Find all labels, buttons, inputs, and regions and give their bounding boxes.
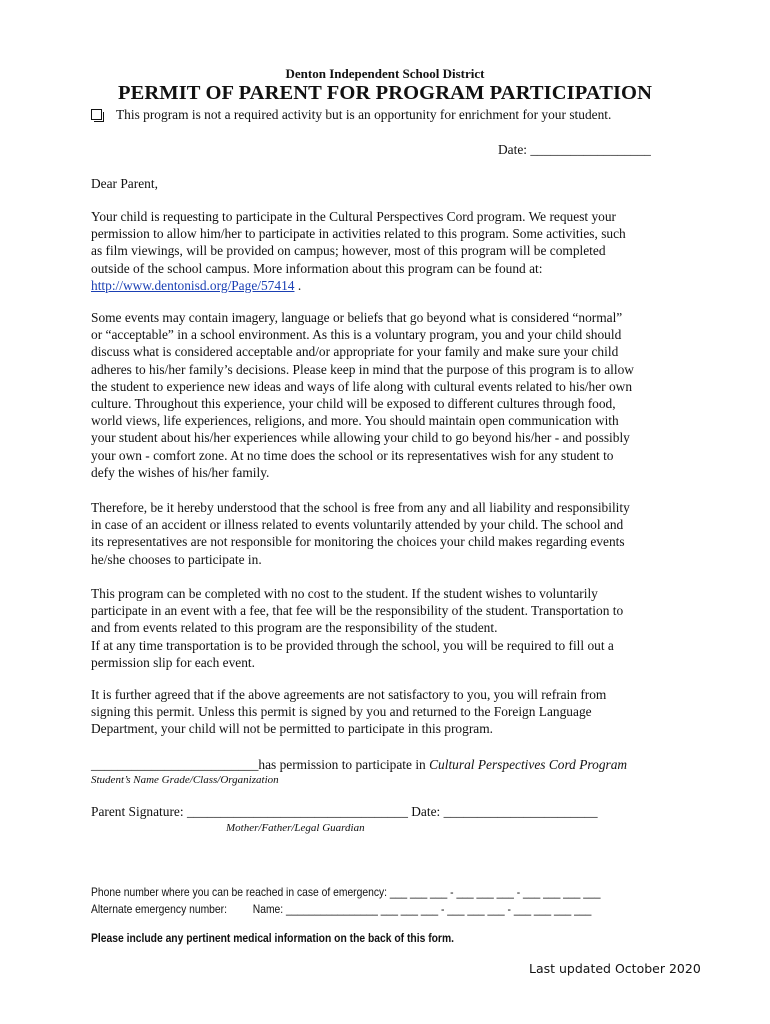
alternate-name-text: Name: ________________ ___ ___ ___ - ___ ___ ___ - ___ ___ ___ ___: [252, 902, 592, 916]
text-line: the student to experience new ideas and ways of life along with cultural events related to his/her own: [91, 378, 633, 394]
paragraph-cost: [91, 585, 681, 671]
last-updated: Last updated October 2020: [529, 961, 701, 976]
notice-line: [91, 107, 611, 123]
paragraph-liability: [91, 499, 681, 568]
alternate-label: Alternate emergency number:: [91, 902, 227, 916]
text-line: This program can be completed with no cost to the student. If the student wishes to voluntarily: [91, 586, 598, 601]
text-line: your own - comfort zone. At no time does the school or its representatives wish for any student to: [91, 447, 614, 463]
text-line: outside of the school campus. More information about this program can be found at:: [91, 260, 543, 276]
permission-line: [91, 757, 627, 773]
student-name-field[interactable]: _________________________: [91, 757, 259, 772]
text-line: permission to allow him/her to participate in activities related to this program. Some activities, such: [91, 226, 626, 242]
program-name: Cultural Perspectives Cord Program: [429, 757, 628, 772]
text-line: world views, life experiences, religions, and more. You should maintain open communication with: [91, 413, 619, 429]
text-line: defy the wishes of his/her family.: [91, 464, 270, 480]
emergency-phone-field[interactable]: [91, 885, 683, 899]
text-line: It is further agreed that if the above agreements are not satisfactory to you, you will refrain from: [91, 687, 607, 702]
text-line: Therefore, be it hereby understood that the school is free from any and all liability and responsibility: [91, 500, 630, 515]
text-line: Department, your child will not be permitted to participate in this program.: [91, 721, 493, 737]
parent-signature-field[interactable]: Parent Signature: _________________________________ Date: _______________________: [91, 804, 598, 819]
medical-note-text: Please include any pertinent medical information on the back of this form.: [91, 931, 455, 945]
paragraph-content-notice: [91, 309, 681, 481]
alternate-emergency-field[interactable]: [91, 902, 673, 916]
salutation: Dear Parent,: [91, 176, 158, 191]
paragraph-agreement: [91, 686, 681, 738]
date-field: Date: __________________: [498, 142, 651, 157]
text-line: permission slip for each event.: [91, 654, 255, 670]
emergency-phone-text: Phone number where you can be reached in case of emergency: ___ ___ ___ - ___ ___ ___ - ___ ___ ___ ___: [91, 885, 601, 899]
paragraph-intro: [91, 208, 681, 294]
text-line: signing this permit. Unless this permit is signed by you and returned to the Foreign Language: [91, 704, 592, 720]
text-line: participate in an event with a fee, that fee will be the responsibility of the student. Transportation to: [91, 603, 624, 619]
text-line: adheres to his/her family’s decisions. Please keep in mind that the purpose of this program is to allow: [91, 361, 634, 377]
text-line: in case of an accident or illness related to events voluntarily attended by your child. The school and: [91, 517, 624, 533]
student-field-label: Student’s Name Grade/Class/Organization: [91, 774, 279, 786]
text-line: [91, 277, 681, 294]
text-line: your student about his/her experiences while allowing your child to go beyond his/her - and possibly: [91, 430, 630, 446]
page-title: PERMIT OF PARENT FOR PROGRAM PARTICIPATION: [117, 82, 652, 104]
text-line: and from events related to this program are the responsibility of the student.: [91, 620, 498, 636]
medical-note: [91, 931, 513, 945]
program-link[interactable]: http://www.dentonisd.org/Page/57414: [91, 277, 295, 293]
checkbox-icon[interactable]: [91, 109, 102, 120]
guardian-label: Mother/Father/Legal Guardian: [226, 822, 365, 834]
text-line: If at any time transportation is to be provided through the school, you will be required to fill out a: [91, 637, 614, 653]
notice-text: This program is not a required activity but is an opportunity for enrichment for your student.: [116, 107, 612, 122]
text-line: discuss what is considered acceptable and/or appropriate for your family and make sure your child: [91, 344, 619, 360]
link-suffix: .: [294, 277, 302, 293]
text-line: as film viewings, will be provided on campus; however, most of this program will be completed: [91, 243, 606, 259]
text-line: culture. Throughout this experience, your child will be exposed to different cultures through food,: [91, 396, 616, 412]
district-name: Denton Independent School District: [285, 66, 485, 81]
permission-text: has permission to participate in: [258, 757, 430, 772]
alternate-emergency-row: [91, 902, 591, 916]
text-line: its representatives are not responsible for monitoring the choices your child makes regarding events: [91, 534, 625, 550]
text-line: Your child is requesting to participate in the Cultural Perspectives Cord program. We request your: [91, 209, 617, 224]
text-line: he/she chooses to participate in.: [91, 551, 262, 567]
text-line: or “acceptable” in a school environment. As this is a voluntary program, you and your child should: [91, 327, 622, 343]
text-line: Some events may contain imagery, language or beliefs that go beyond what is considered “normal”: [91, 310, 623, 325]
